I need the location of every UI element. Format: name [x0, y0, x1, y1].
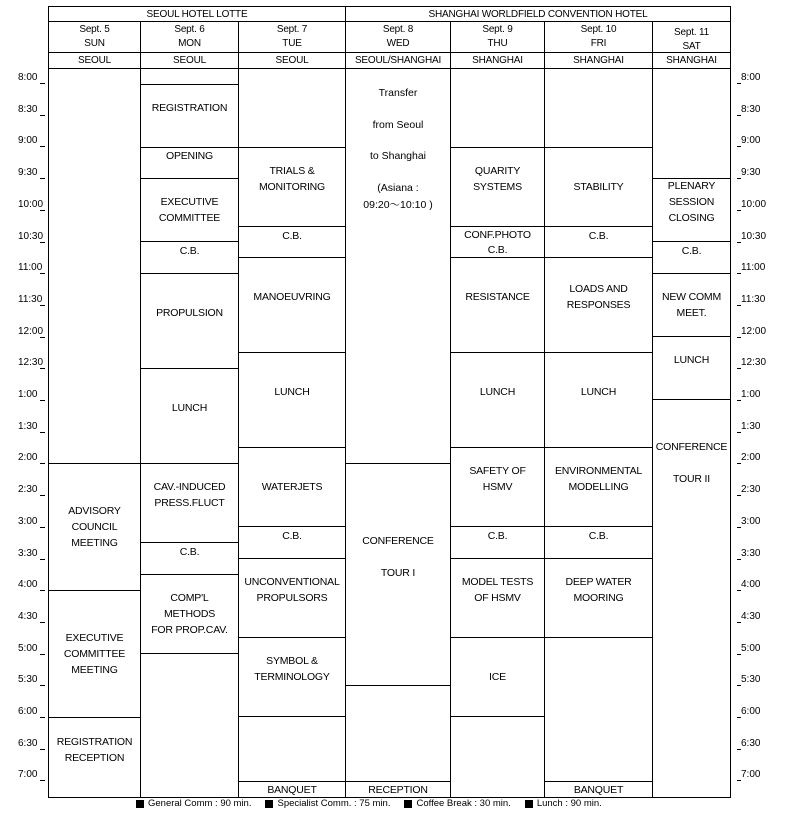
legend-specialist	[265, 798, 390, 810]
thu-coffee-break-2: C.B.	[487, 530, 508, 542]
time-label-left: 5:30	[18, 674, 38, 685]
day-sat-city: SHANGHAI	[666, 55, 717, 66]
header-divider-hotels	[48, 21, 731, 22]
time-tick-left	[40, 400, 45, 401]
legend-square-icon	[136, 800, 144, 808]
wed-line	[346, 463, 450, 464]
time-tick-left	[40, 527, 45, 528]
time-label-left: 9:30	[18, 167, 38, 178]
legend-general-label: General Comm : 90 min.	[148, 798, 252, 809]
mon-opening: OPENING	[165, 150, 214, 162]
legend-specialist-label: Specialist Comm. : 75 min.	[277, 798, 391, 809]
tue-symbol-terminology: SYMBOL & TERMINOLOGY	[254, 655, 330, 683]
header-divider-body	[48, 68, 731, 69]
legend-square-icon	[404, 800, 412, 808]
time-tick-left	[40, 178, 45, 179]
time-label-right: 12:00	[741, 326, 767, 337]
fri-line	[545, 637, 652, 638]
time-label-right: 4:00	[741, 579, 761, 590]
thu-model-tests-hsmv: MODEL TESTS OF HSMV	[461, 576, 534, 604]
time-label-right: 1:00	[741, 389, 761, 400]
mon-computational-methods: COMP'L METHODS FOR PROP.CAV.	[151, 592, 228, 636]
time-tick-left	[40, 495, 45, 496]
time-tick-left	[40, 368, 45, 369]
sat-new-committee-meeting: NEW COMM MEET.	[661, 291, 722, 319]
day-fri-city: SHANGHAI	[573, 55, 624, 66]
wed-transfer-line-3: to Shanghai	[369, 150, 427, 162]
time-tick-left	[40, 590, 45, 591]
day-mon-date: Sept. 6	[174, 24, 205, 35]
sat-lunch: LUNCH	[673, 354, 710, 366]
time-tick-left	[40, 654, 45, 655]
sat-coffee-break: C.B.	[681, 245, 702, 257]
day-mon-weekday: MON	[178, 38, 201, 49]
wed-transfer-line-2: from Seoul	[372, 119, 424, 131]
time-label-left: 4:30	[18, 611, 38, 622]
time-label-left: 5:00	[18, 643, 38, 654]
time-tick-left	[40, 685, 45, 686]
time-label-right: 5:00	[741, 643, 761, 654]
time-label-left: 12:00	[18, 326, 44, 337]
fri-loads-responses: LOADS AND RESPONSES	[566, 283, 631, 311]
hotel-split-line	[345, 6, 346, 22]
time-label-left: 8:30	[18, 104, 38, 115]
time-label-right: 10:00	[741, 199, 767, 210]
day-thu-weekday: THU	[487, 38, 508, 49]
time-label-right: 2:30	[741, 484, 761, 495]
fri-banquet: BANQUET	[573, 784, 624, 796]
sun-registration-reception: REGISTRATION RECEPTION	[56, 736, 133, 764]
time-label-right: 3:30	[741, 548, 761, 559]
fri-deep-water-mooring: DEEP WATER MOORING	[565, 576, 632, 604]
tue-coffee-break-1: C.B.	[282, 230, 302, 242]
time-label-right: 10:30	[741, 231, 767, 242]
legend-lunch-label: Lunch : 90 min.	[536, 798, 602, 809]
day-sat-date: Sept. 11	[674, 27, 709, 38]
time-label-right: 12:30	[741, 357, 767, 368]
mon-cavitation-induced: CAV.-INDUCED PRESS.FLUCT	[153, 481, 226, 509]
time-label-right: 9:00	[741, 135, 761, 146]
time-label-left: 8:00	[18, 72, 38, 83]
time-label-left: 3:00	[18, 516, 38, 527]
time-label-right: 4:30	[741, 611, 761, 622]
tue-lunch: LUNCH	[274, 386, 310, 398]
fri-coffee-break-2: C.B.	[588, 530, 609, 542]
time-label-right: 3:00	[741, 516, 761, 527]
day-wed-weekday: WED	[386, 38, 410, 49]
tue-trials-monitoring: TRIALS & MONITORING	[258, 165, 326, 193]
sat-line	[653, 399, 730, 400]
day-tue-weekday: TUE	[282, 38, 302, 49]
time-tick-left	[40, 115, 45, 116]
mon-coffee-break-2: C.B.	[179, 546, 200, 558]
time-label-right: 6:00	[741, 706, 761, 717]
time-tick-left	[40, 432, 45, 433]
thu-quality-systems: QUARITY SYSTEMS	[473, 165, 522, 193]
time-label-left: 9:00	[18, 135, 38, 146]
tue-line	[239, 716, 345, 717]
time-label-left: 6:30	[18, 738, 38, 749]
tue-coffee-break-2: C.B.	[282, 530, 302, 542]
sat-plenary-session: PLENARY SESSION CLOSING	[667, 180, 716, 224]
sat-conference-tour-2: CONFERENCE TOUR II	[655, 441, 728, 485]
thu-conference-photo: CONF.PHOTO	[464, 228, 531, 241]
mon-registration: REGISTRATION	[151, 102, 228, 114]
fri-coffee-break-1: C.B.	[588, 230, 609, 242]
legend-square-icon	[525, 800, 533, 808]
time-label-left: 12:30	[18, 357, 44, 368]
time-label-right: 9:30	[741, 167, 761, 178]
shanghai-hotel-header: SHANGHAI WORLDFIELD CONVENTION HOTEL	[428, 9, 648, 20]
time-label-left: 2:00	[18, 452, 38, 463]
day-tue-date: Sept. 7	[276, 24, 308, 35]
day-tue-city: SEOUL	[275, 55, 309, 66]
legend-general	[136, 798, 251, 810]
time-tick-left	[40, 559, 45, 560]
time-label-right: 8:30	[741, 104, 761, 115]
day-thu-city: SHANGHAI	[472, 55, 523, 66]
tue-banquet: BANQUET	[267, 784, 317, 796]
time-label-left: 2:30	[18, 484, 38, 495]
fri-lunch: LUNCH	[580, 386, 617, 398]
day-sun-weekday: SUN	[84, 38, 105, 49]
mon-executive-committee: EXECUTIVE COMMITTEE	[158, 196, 221, 224]
time-label-right: 11:30	[741, 294, 766, 305]
time-label-left: 6:00	[18, 706, 38, 717]
legend-lunch	[525, 798, 602, 810]
legend-coffee-label: Coffee Break : 30 min.	[416, 798, 511, 809]
time-label-right: 1:30	[741, 421, 761, 432]
wed-transfer-line-4: (Asiana :	[377, 182, 419, 194]
day-mon-city: SEOUL	[173, 55, 206, 66]
time-tick-left	[40, 273, 45, 274]
time-label-right: 6:30	[741, 738, 761, 749]
time-tick-left	[40, 463, 45, 464]
tue-waterjets: WATERJETS	[261, 481, 323, 493]
time-tick-left	[40, 83, 45, 84]
seoul-hotel-header: SEOUL HOTEL LOTTE	[146, 9, 248, 20]
wed-transfer-line-5: 09:20～10:10 )	[363, 199, 433, 211]
day-fri-weekday: FRI	[590, 38, 607, 49]
thu-ice: ICE	[489, 671, 506, 683]
day-fri-date: Sept. 10	[580, 24, 617, 35]
thu-lunch: LUNCH	[479, 386, 516, 398]
sun-advisory-council: ADVISORY COUNCIL MEETING	[68, 505, 121, 549]
legend	[136, 798, 602, 810]
column-divider	[652, 21, 653, 798]
wed-line	[346, 685, 450, 686]
mon-coffee-break-1: C.B.	[179, 245, 200, 257]
day-sun-city: SEOUL	[78, 55, 111, 66]
thu-coffee-break-1: C.B.	[487, 243, 508, 256]
column-divider	[345, 21, 346, 798]
fri-stability: STABILITY	[573, 181, 624, 193]
time-label-left: 1:30	[18, 421, 38, 432]
time-label-left: 1:00	[18, 389, 38, 400]
time-tick-left	[40, 622, 45, 623]
sun-executive-committee: EXECUTIVE COMMITTEE MEETING	[63, 632, 126, 676]
time-label-left: 10:30	[18, 231, 44, 242]
thu-safety-hsmv: SAFETY OF HSMV	[469, 465, 526, 493]
time-tick-left	[40, 717, 45, 718]
time-tick-left	[40, 305, 45, 306]
time-tick-left	[40, 780, 45, 781]
mon-lunch: LUNCH	[171, 402, 208, 414]
day-wed-date: Sept. 8	[382, 24, 414, 35]
time-label-left: 10:00	[18, 199, 44, 210]
time-label-left: 7:00	[18, 769, 38, 780]
header-divider-cities	[48, 52, 731, 53]
legend-square-icon	[265, 800, 273, 808]
wed-transfer-line-1: Transfer	[378, 87, 418, 99]
time-label-right: 2:00	[741, 452, 761, 463]
legend-coffee	[404, 798, 510, 810]
time-tick-left	[40, 337, 45, 338]
time-label-right: 7:00	[741, 769, 761, 780]
mon-propulsion: PROPULSION	[156, 307, 223, 319]
time-tick-left	[40, 749, 45, 750]
time-label-right: 5:30	[741, 674, 761, 685]
time-label-right: 11:00	[741, 262, 766, 273]
time-label-left: 11:30	[18, 294, 43, 305]
time-tick-left	[40, 242, 45, 243]
time-tick-left	[40, 210, 45, 211]
day-sun-date: Sept. 5	[79, 24, 110, 35]
tue-unconventional-propulsors: UNCONVENTIONAL PROPULSORS	[244, 576, 340, 604]
wed-conference-tour-1: CONFERENCE TOUR I	[362, 535, 434, 579]
time-label-left: 3:30	[18, 548, 38, 559]
time-label-left: 4:00	[18, 579, 38, 590]
fri-environmental-modelling: ENVIRONMENTAL MODELLING	[554, 465, 643, 493]
time-label-left: 11:00	[18, 262, 43, 273]
tue-manoeuvring: MANOEUVRING	[253, 291, 331, 303]
day-thu-date: Sept. 9	[482, 24, 513, 35]
wed-reception: RECEPTION	[368, 784, 428, 796]
time-label-right: 8:00	[741, 72, 761, 83]
day-wed-city: SEOUL/SHANGHAI	[354, 55, 442, 66]
mon-line	[141, 574, 238, 575]
thu-resistance: RESISTANCE	[465, 291, 530, 303]
mon-line	[141, 653, 238, 654]
thu-line	[451, 716, 544, 717]
time-tick-left	[40, 146, 45, 147]
day-sat-weekday: SAT	[682, 41, 701, 52]
